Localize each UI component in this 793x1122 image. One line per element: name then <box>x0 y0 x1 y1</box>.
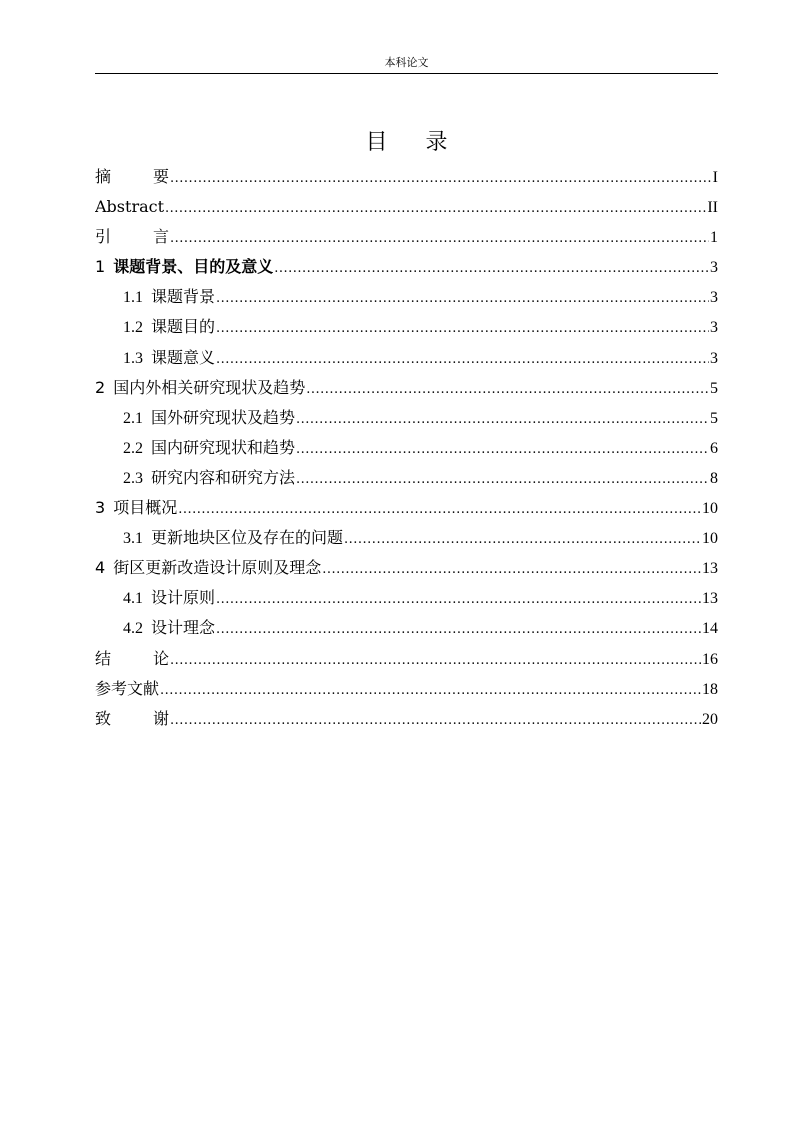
toc-leader-dots <box>170 647 701 675</box>
toc-entry-number: 3.1 <box>123 530 143 548</box>
toc-leader-dots <box>216 285 709 313</box>
toc-leader-dots <box>274 255 709 283</box>
toc-entry-label: 4.2 设计理念 <box>123 618 216 638</box>
toc-entry-number: 2.3 <box>123 469 143 487</box>
toc-page-number: 16 <box>702 650 718 668</box>
toc-page-number: 10 <box>702 530 718 548</box>
toc-entry-section-4-1[interactable] <box>95 584 718 614</box>
table-of-contents <box>95 163 718 735</box>
toc-entry-chapter-1[interactable] <box>95 253 718 283</box>
toc-leader-dots <box>165 195 706 223</box>
toc-entry-section-4-2[interactable] <box>95 614 718 644</box>
toc-entry-section-2-1[interactable] <box>95 404 718 434</box>
toc-entry-number: 4.1 <box>123 590 143 608</box>
toc-entry-number: 2 <box>95 377 106 397</box>
toc-entry-abstract-cn[interactable] <box>95 163 718 193</box>
toc-entry-section-1-1[interactable] <box>95 283 718 313</box>
toc-entry-number: 1.3 <box>123 349 143 367</box>
toc-leader-dots <box>306 376 709 404</box>
toc-page-number: 10 <box>702 500 718 518</box>
toc-page-number: 3 <box>710 319 718 337</box>
toc-page-number: 1 <box>710 229 718 247</box>
toc-entry-label: 1 课题背景、目的及意义 <box>95 257 274 277</box>
toc-entry-label: 1.1 课题背景 <box>123 287 216 307</box>
toc-page-number: II <box>707 199 718 217</box>
toc-entry-section-1-3[interactable] <box>95 344 718 374</box>
toc-entry-label: 结 论 <box>95 648 170 668</box>
toc-leader-dots <box>216 586 701 614</box>
toc-entry-label: 摘 要 <box>95 167 170 186</box>
toc-leader-dots <box>170 225 709 253</box>
toc-leader-dots <box>216 346 709 374</box>
toc-title-char-2: 录 <box>425 130 448 155</box>
toc-entry-section-2-2[interactable] <box>95 434 718 464</box>
toc-entry-label: 参考文献 <box>95 678 160 698</box>
toc-entry-chapter-2[interactable] <box>95 374 718 404</box>
toc-page-number: 14 <box>702 620 718 638</box>
toc-entry-number: 2.2 <box>123 439 143 457</box>
toc-page-number: 20 <box>702 710 718 728</box>
toc-page-number: 3 <box>710 349 718 367</box>
toc-page-number: 13 <box>702 560 718 578</box>
toc-entry-label: 3 项目概况 <box>95 498 178 518</box>
toc-page-number: 3 <box>710 259 718 277</box>
toc-entry-introduction[interactable] <box>95 223 718 253</box>
toc-entry-number: 1 <box>95 257 106 277</box>
page-header <box>95 56 718 74</box>
toc-page-number: I <box>712 169 718 186</box>
toc-entry-label: 引 言 <box>95 227 170 247</box>
toc-entry-label: 1.3 课题意义 <box>123 347 216 367</box>
toc-entry-acknowledgements[interactable] <box>95 705 718 735</box>
toc-entry-section-3-1[interactable] <box>95 524 718 554</box>
toc-entry-label: 4 街区更新改造设计原则及理念 <box>95 558 322 578</box>
toc-page-number: 13 <box>702 590 718 608</box>
toc-page-number: 6 <box>710 439 718 457</box>
header-title: 本科论文 <box>384 56 429 69</box>
toc-entry-chapter-4[interactable] <box>95 554 718 584</box>
toc-entry-chapter-3[interactable] <box>95 494 718 524</box>
toc-entry-abstract-en[interactable] <box>95 193 718 223</box>
toc-page-number: 3 <box>710 289 718 307</box>
toc-leader-dots <box>178 496 701 524</box>
toc-entry-section-2-3[interactable] <box>95 464 718 494</box>
toc-entry-number: 4 <box>95 558 106 578</box>
toc-entry-section-1-2[interactable] <box>95 313 718 343</box>
toc-page-number: 5 <box>710 379 718 397</box>
toc-entry-number: 4.2 <box>123 620 143 638</box>
toc-leader-dots <box>170 165 712 193</box>
toc-leader-dots <box>296 406 709 434</box>
toc-page-number: 5 <box>710 409 718 427</box>
toc-leader-dots <box>160 677 701 705</box>
toc-leader-dots <box>296 436 709 464</box>
toc-entry-label: 4.1 设计原则 <box>123 588 216 608</box>
toc-entry-label: 1.2 课题目的 <box>123 317 216 337</box>
toc-entry-label: 致 谢 <box>95 708 170 728</box>
toc-entry-label: 3.1 更新地块区位及存在的问题 <box>123 528 344 548</box>
toc-leader-dots <box>170 707 701 735</box>
toc-entry-label: 2.1 国外研究现状及趋势 <box>123 407 296 427</box>
toc-leader-dots <box>322 556 701 584</box>
toc-title <box>95 128 718 158</box>
toc-entry-label: 2 国内外相关研究现状及趋势 <box>95 377 306 397</box>
toc-entry-number: 3 <box>95 498 106 518</box>
toc-entry-label: 2.3 研究内容和研究方法 <box>123 467 296 487</box>
toc-entry-number: 2.1 <box>123 409 143 427</box>
toc-page-number: 8 <box>710 469 718 487</box>
toc-title-char-1: 目 <box>365 130 388 155</box>
toc-entry-conclusion[interactable] <box>95 645 718 675</box>
toc-entry-label: Abstract <box>95 197 165 217</box>
toc-entry-number: 1.2 <box>123 319 143 337</box>
toc-leader-dots <box>216 315 709 343</box>
toc-leader-dots <box>296 466 709 494</box>
toc-entry-label: 2.2 国内研究现状和趋势 <box>123 437 296 457</box>
toc-entry-references[interactable] <box>95 675 718 705</box>
toc-page-number: 18 <box>702 680 718 698</box>
toc-entry-number: 1.1 <box>123 289 143 307</box>
toc-leader-dots <box>344 526 701 554</box>
toc-leader-dots <box>216 616 701 644</box>
